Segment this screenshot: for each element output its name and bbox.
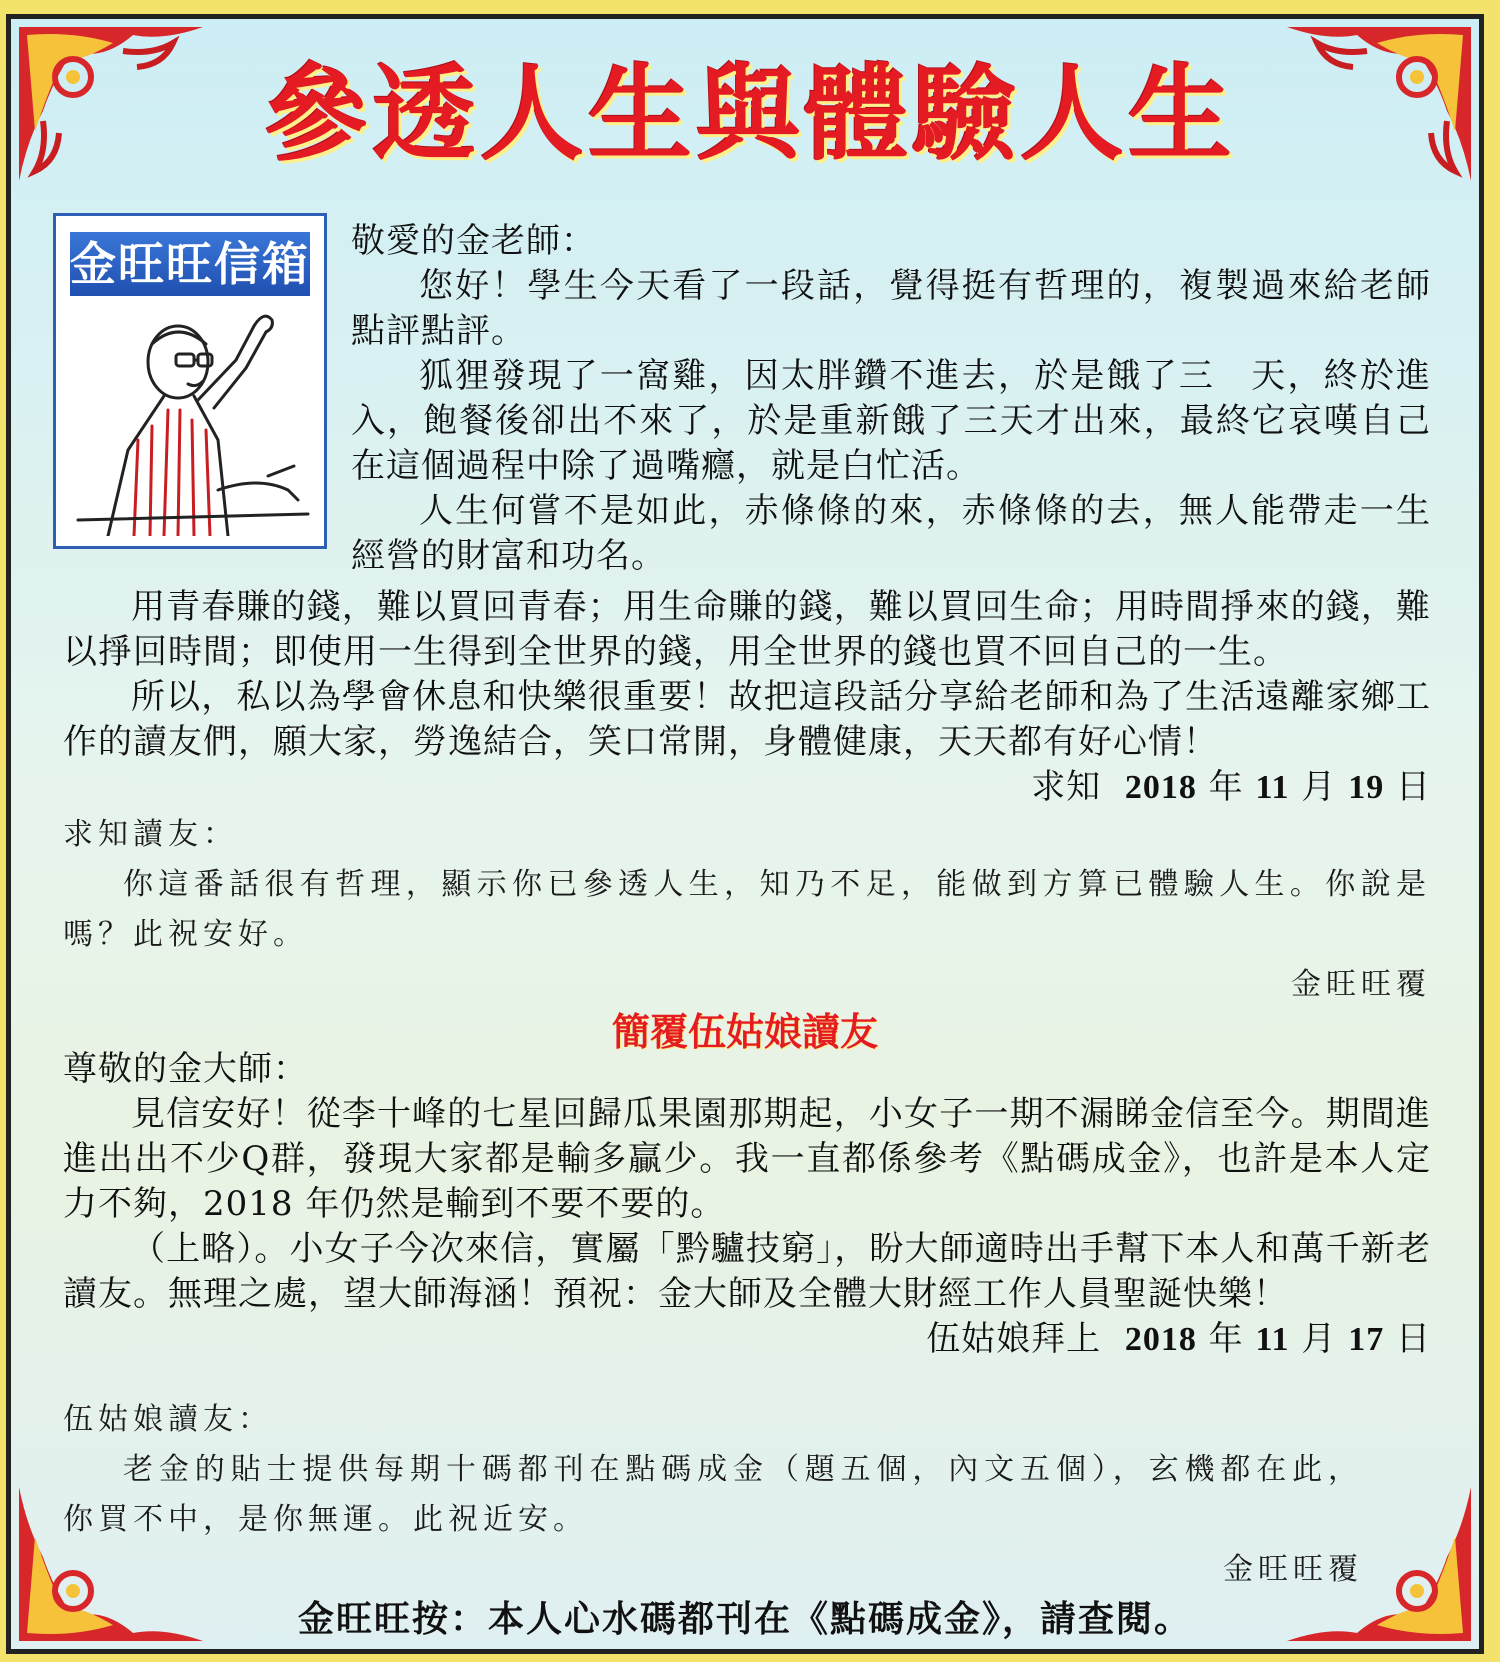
section-subheading: 簡覆伍姑娘讀友 bbox=[611, 1009, 878, 1054]
reply-2-signature: 金旺旺覆 bbox=[1223, 1552, 1363, 1587]
reply-1 bbox=[63, 810, 1431, 1010]
teacher-illustration-icon bbox=[68, 300, 314, 536]
letter-2-date-year: 2018 bbox=[1124, 1321, 1197, 1358]
corner-ornament-icon bbox=[1277, 21, 1477, 191]
page-title: 參透人生與體驗人生 bbox=[263, 52, 1236, 175]
footer-note: 金旺旺按：本人心水碼都刊在《點碼成金》，請查閱。 bbox=[297, 1599, 1192, 1640]
reply-2-body: 老金的貼士提供每期十碼都刊在點碼成金（題五個，內文五個），玄機都在此，你買不中，是你無運。此祝近安。 bbox=[63, 1452, 1363, 1537]
letter-2-paragraph: 見信安好！從李十峰的七星回歸瓜果園那期起，小女子一期不漏睇金信至今。期間進進出出不少Q群，發現大家都是輸多贏少。我一直都係參考《點碼成金》，也許是本人定力不夠，2018 年仍然是輸到不要不要的。 bbox=[63, 1094, 1431, 1224]
letter-1-paragraph: 您好！學生今天看了一段話，覺得挺有哲理的，複製過來給老師點評點評。 bbox=[351, 266, 1431, 351]
letter-1-signature: 求知 bbox=[1031, 767, 1102, 807]
letter-1-paragraph: 所以，私以為學會休息和快樂很重要！故把這段話分享給老師和為了生活遠離家鄉工作的讀友們，願大家，勞逸結合，笑口常開，身體健康，天天都有好心情！ bbox=[63, 677, 1431, 762]
reply-2-salutation: 伍姑娘讀友： bbox=[63, 1402, 273, 1437]
letter-2-signature-line: 伍姑娘拜上 2018 年 11 月 17 日 bbox=[926, 1319, 1431, 1359]
letter-2-salutation: 尊敬的金大師： bbox=[63, 1049, 308, 1089]
reply-1-signature: 金旺旺覆 bbox=[1291, 967, 1431, 1002]
letter-1-signature-line: 求知 2018 年 11 月 19 日 bbox=[1031, 767, 1431, 807]
letter-1-paragraph: 人生何嘗不是如此，赤條條的來，赤條條的去，無人能帶走一生經營的財富和功名。 bbox=[351, 491, 1431, 576]
letter-1-upper bbox=[351, 219, 1431, 579]
letter-2 bbox=[63, 1047, 1431, 1362]
reply-1-salutation: 求知讀友： bbox=[63, 817, 238, 852]
letter-1-date-day: 19 bbox=[1348, 769, 1385, 806]
mailbox-label: 金旺旺信箱 bbox=[70, 232, 310, 296]
letter-2-date-month: 11 bbox=[1255, 1321, 1290, 1358]
letter-2-paragraph: （上略）。小女子今次來信，實屬「黔驢技窮」，盼大師適時出手幫下本人和萬千新老讀友。無理之處，望大師海涵！預祝：金大師及全體大財經工作人員聖誕快樂！ bbox=[63, 1229, 1431, 1314]
letter-1-paragraph: 狐狸發現了一窩雞，因太胖鑽不進去，於是餓了三 天，終於進入，飽餐後卻出不來了，於是重新餓了三天才出來，最終它哀嘆自己在這個過程中除了過嘴癮，就是白忙活。 bbox=[351, 356, 1431, 486]
reply-2 bbox=[63, 1395, 1363, 1595]
mailbox-logo bbox=[53, 213, 327, 549]
letter-2-date-day: 17 bbox=[1348, 1321, 1385, 1358]
letter-1-date-month: 11 bbox=[1255, 769, 1290, 806]
letter-1-paragraph: 用青春賺的錢，難以買回青春；用生命賺的錢，難以買回生命；用時間掙來的錢，難以掙回時間；即使用一生得到全世界的錢，用全世界的錢也買不回自己的一生。 bbox=[63, 587, 1431, 672]
letter-1-date-year: 2018 bbox=[1124, 769, 1197, 806]
letter-2-signature: 伍姑娘拜上 bbox=[926, 1319, 1102, 1359]
reply-1-body: 你這番話很有哲理，顯示你已參透人生，知乃不足，能做到方算已體驗人生。你說是嗎？此祝安好。 bbox=[63, 867, 1431, 952]
corner-ornament-icon bbox=[13, 21, 213, 191]
letter-1-lower bbox=[63, 585, 1431, 1010]
letter-1-salutation: 敬愛的金老師： bbox=[351, 221, 596, 261]
newspaper-column bbox=[6, 14, 1484, 1654]
